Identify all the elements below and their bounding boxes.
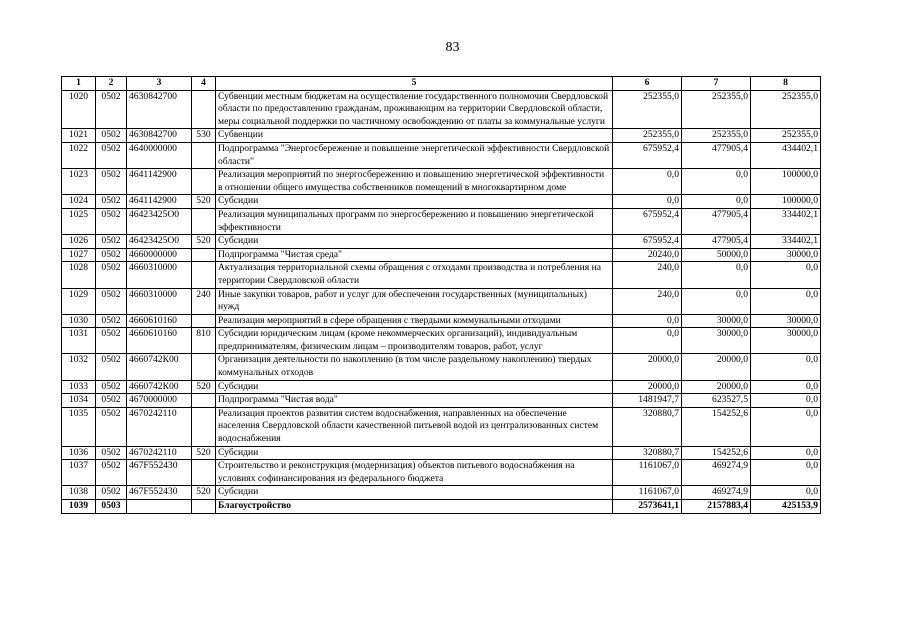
table-row	[62, 314, 821, 328]
item-name-cell: Строительство и реконструкция (модернизация) объектов питьевого водоснабжения на условиях софинансирования из федерального бюджета	[216, 460, 613, 486]
amount-year3-cell: 434402,1	[751, 142, 821, 168]
table-row	[62, 380, 821, 394]
row-number-cell: 1028	[62, 262, 96, 288]
target-code-cell: 4660310000	[127, 288, 192, 314]
item-name-cell: Подпрограмма "Энергосбережение и повышение энергетической эффективности Свердловской области"	[216, 142, 613, 168]
amount-year2-cell: 0,0	[682, 262, 751, 288]
section-code-cell: 0502	[96, 354, 127, 380]
amount-year2-cell: 20000,0	[682, 354, 751, 380]
table-row	[62, 394, 821, 408]
amount-year2-cell: 30000,0	[682, 328, 751, 354]
row-number-cell: 1029	[62, 288, 96, 314]
header-col-7: 7	[682, 77, 751, 91]
item-name-cell: Субсидии	[216, 380, 613, 394]
row-number-cell: 1020	[62, 90, 96, 129]
table-row	[62, 208, 821, 234]
amount-year3-cell: 252355,0	[751, 129, 821, 143]
expense-type-cell	[192, 169, 216, 195]
header-col-8: 8	[751, 77, 821, 91]
table-row	[62, 262, 821, 288]
amount-year2-cell: 154252,6	[682, 446, 751, 460]
expense-type-cell: 810	[192, 328, 216, 354]
amount-year2-cell: 469274,9	[682, 460, 751, 486]
expense-type-cell	[192, 208, 216, 234]
row-number-cell: 1038	[62, 486, 96, 500]
amount-year3-cell: 0,0	[751, 394, 821, 408]
target-code-cell: 4660742К00	[127, 354, 192, 380]
amount-year2-cell: 2157883,4	[682, 500, 751, 514]
amount-year1-cell: 675952,4	[613, 142, 682, 168]
amount-year3-cell: 425153,9	[751, 500, 821, 514]
item-name-cell: Субсидии	[216, 195, 613, 209]
row-number-cell: 1030	[62, 314, 96, 328]
table-row	[62, 169, 821, 195]
amount-year1-cell: 320880,7	[613, 407, 682, 446]
expense-type-cell: 520	[192, 235, 216, 249]
item-name-cell: Реализация мероприятий в сфере обращения с твердыми коммунальными отходами	[216, 314, 613, 328]
item-name-cell: Актуализация территориальной схемы обращения с отходами производства и потребления на территории Свердловской области	[216, 262, 613, 288]
header-col-1: 1	[62, 77, 96, 91]
amount-year1-cell: 0,0	[613, 195, 682, 209]
expense-type-cell	[192, 394, 216, 408]
amount-year2-cell: 469274,9	[682, 486, 751, 500]
section-code-cell: 0502	[96, 460, 127, 486]
table-row	[62, 195, 821, 209]
header-col-3: 3	[127, 77, 192, 91]
section-code-cell: 0502	[96, 394, 127, 408]
expense-type-cell	[192, 90, 216, 129]
amount-year2-cell: 20000,0	[682, 380, 751, 394]
target-code-cell: 4670242110	[127, 446, 192, 460]
amount-year1-cell: 20000,0	[613, 354, 682, 380]
table-row	[62, 500, 821, 514]
amount-year1-cell: 675952,4	[613, 208, 682, 234]
target-code-cell: 4670000000	[127, 394, 192, 408]
table-row	[62, 235, 821, 249]
amount-year2-cell: 252355,0	[682, 129, 751, 143]
item-name-cell: Иные закупки товаров, работ и услуг для обеспечения государственных (муниципальных) нужд	[216, 288, 613, 314]
row-number-cell: 1031	[62, 328, 96, 354]
amount-year3-cell: 100000,0	[751, 169, 821, 195]
item-name-cell: Подпрограмма "Чистая среда"	[216, 248, 613, 262]
table-row	[62, 460, 821, 486]
item-name-cell: Подпрограмма "Чистая вода"	[216, 394, 613, 408]
amount-year3-cell: 334402,1	[751, 208, 821, 234]
row-number-cell: 1023	[62, 169, 96, 195]
table-header-row	[62, 77, 821, 91]
section-code-cell: 0502	[96, 169, 127, 195]
amount-year3-cell: 30000,0	[751, 314, 821, 328]
table-row	[62, 288, 821, 314]
expense-type-cell	[192, 354, 216, 380]
amount-year3-cell: 0,0	[751, 380, 821, 394]
section-code-cell: 0503	[96, 500, 127, 514]
table-body	[62, 90, 821, 513]
expense-type-cell	[192, 407, 216, 446]
row-number-cell: 1037	[62, 460, 96, 486]
target-code-cell: 4660610160	[127, 314, 192, 328]
amount-year3-cell: 0,0	[751, 354, 821, 380]
amount-year1-cell: 1481947,7	[613, 394, 682, 408]
table-row	[62, 248, 821, 262]
row-number-cell: 1021	[62, 129, 96, 143]
target-code-cell: 467F552430	[127, 486, 192, 500]
target-code-cell: 46423425О0	[127, 235, 192, 249]
row-number-cell: 1025	[62, 208, 96, 234]
section-code-cell: 0502	[96, 129, 127, 143]
amount-year1-cell: 252355,0	[613, 129, 682, 143]
amount-year1-cell: 675952,4	[613, 235, 682, 249]
table-row	[62, 90, 821, 129]
amount-year3-cell: 0,0	[751, 407, 821, 446]
expense-type-cell: 240	[192, 288, 216, 314]
amount-year3-cell: 334402,1	[751, 235, 821, 249]
section-code-cell: 0502	[96, 328, 127, 354]
amount-year1-cell: 20240,0	[613, 248, 682, 262]
row-number-cell: 1033	[62, 380, 96, 394]
section-code-cell: 0502	[96, 142, 127, 168]
header-col-5: 5	[216, 77, 613, 91]
expense-type-cell	[192, 262, 216, 288]
target-code-cell: 4630842700	[127, 129, 192, 143]
section-code-cell: 0502	[96, 248, 127, 262]
amount-year2-cell: 154252,6	[682, 407, 751, 446]
target-code-cell: 4660742К00	[127, 380, 192, 394]
amount-year2-cell: 0,0	[682, 169, 751, 195]
amount-year2-cell: 50000,0	[682, 248, 751, 262]
amount-year1-cell: 240,0	[613, 262, 682, 288]
expense-type-cell	[192, 248, 216, 262]
item-name-cell: Субсидии юридическим лицам (кроме некоммерческих организаций), индивидуальным предпринимателям, физическим лицам – производителям товаров, работ, услуг	[216, 328, 613, 354]
section-code-cell: 0502	[96, 90, 127, 129]
amount-year2-cell: 0,0	[682, 195, 751, 209]
amount-year2-cell: 477905,4	[682, 142, 751, 168]
amount-year3-cell: 30000,0	[751, 248, 821, 262]
item-name-cell: Субвенции	[216, 129, 613, 143]
table-row	[62, 407, 821, 446]
header-col-4: 4	[192, 77, 216, 91]
item-name-cell: Реализация проектов развития систем водоснабжения, направленных на обеспечение населения Свердловской области качественной питьевой водой из централизованных систем водоснабжения	[216, 407, 613, 446]
item-name-cell: Реализация муниципальных программ по энергосбережению и повышению энергетической эффективности	[216, 208, 613, 234]
amount-year2-cell: 477905,4	[682, 208, 751, 234]
section-code-cell: 0502	[96, 407, 127, 446]
expense-type-cell: 520	[192, 446, 216, 460]
amount-year1-cell: 0,0	[613, 314, 682, 328]
section-code-cell: 0502	[96, 486, 127, 500]
target-code-cell: 4641142900	[127, 169, 192, 195]
section-code-cell: 0502	[96, 235, 127, 249]
item-name-cell: Субсидии	[216, 486, 613, 500]
row-number-cell: 1036	[62, 446, 96, 460]
expense-type-cell: 530	[192, 129, 216, 143]
expense-type-cell: 520	[192, 195, 216, 209]
row-number-cell: 1039	[62, 500, 96, 514]
row-number-cell: 1024	[62, 195, 96, 209]
section-code-cell: 0502	[96, 446, 127, 460]
amount-year3-cell: 0,0	[751, 486, 821, 500]
amount-year1-cell: 2573641,1	[613, 500, 682, 514]
row-number-cell: 1032	[62, 354, 96, 380]
amount-year1-cell: 240,0	[613, 288, 682, 314]
amount-year3-cell: 30000,0	[751, 328, 821, 354]
section-code-cell: 0502	[96, 208, 127, 234]
target-code-cell: 4660610160	[127, 328, 192, 354]
header-col-6: 6	[613, 77, 682, 91]
amount-year3-cell: 100000,0	[751, 195, 821, 209]
table-row	[62, 486, 821, 500]
table-row	[62, 446, 821, 460]
table-row	[62, 129, 821, 143]
expense-type-cell	[192, 314, 216, 328]
target-code-cell: 46423425О0	[127, 208, 192, 234]
row-number-cell: 1027	[62, 248, 96, 262]
section-code-cell: 0502	[96, 288, 127, 314]
expense-type-cell	[192, 500, 216, 514]
item-name-cell: Благоустройство	[216, 500, 613, 514]
amount-year3-cell: 0,0	[751, 288, 821, 314]
amount-year1-cell: 320880,7	[613, 446, 682, 460]
amount-year1-cell: 1161067,0	[613, 486, 682, 500]
row-number-cell: 1035	[62, 407, 96, 446]
amount-year2-cell: 0,0	[682, 288, 751, 314]
section-code-cell: 0502	[96, 195, 127, 209]
expense-type-cell: 520	[192, 380, 216, 394]
expense-type-cell	[192, 142, 216, 168]
amount-year3-cell: 0,0	[751, 460, 821, 486]
amount-year1-cell: 0,0	[613, 328, 682, 354]
item-name-cell: Субвенции местным бюджетам на осуществление государственного полномочия Свердловской области по предоставлению гражданам, проживающим на территории Свердловской области, меры социальной поддержки по частичному освобождению от платы за коммунальные услуги	[216, 90, 613, 129]
amount-year2-cell: 30000,0	[682, 314, 751, 328]
amount-year3-cell: 252355,0	[751, 90, 821, 129]
item-name-cell: Субсидии	[216, 446, 613, 460]
table-row	[62, 354, 821, 380]
item-name-cell: Организация деятельности по накоплению (в том числе раздельному накоплению) твердых коммунальных отходов	[216, 354, 613, 380]
row-number-cell: 1026	[62, 235, 96, 249]
target-code-cell	[127, 500, 192, 514]
amount-year1-cell: 20000,0	[613, 380, 682, 394]
header-col-2: 2	[96, 77, 127, 91]
section-code-cell: 0502	[96, 314, 127, 328]
page-number: 83	[445, 40, 460, 55]
amount-year2-cell: 623527,5	[682, 394, 751, 408]
row-number-cell: 1022	[62, 142, 96, 168]
table-row	[62, 328, 821, 354]
expense-type-cell: 520	[192, 486, 216, 500]
budget-table	[61, 76, 821, 514]
amount-year3-cell: 0,0	[751, 446, 821, 460]
item-name-cell: Субсидии	[216, 235, 613, 249]
amount-year1-cell: 1161067,0	[613, 460, 682, 486]
section-code-cell: 0502	[96, 380, 127, 394]
table-row	[62, 142, 821, 168]
amount-year1-cell: 252355,0	[613, 90, 682, 129]
section-code-cell: 0502	[96, 262, 127, 288]
row-number-cell: 1034	[62, 394, 96, 408]
amount-year2-cell: 477905,4	[682, 235, 751, 249]
amount-year3-cell: 0,0	[751, 262, 821, 288]
amount-year1-cell: 0,0	[613, 169, 682, 195]
target-code-cell: 4630842700	[127, 90, 192, 129]
target-code-cell: 4640000000	[127, 142, 192, 168]
target-code-cell: 467F552430	[127, 460, 192, 486]
target-code-cell: 4660310000	[127, 262, 192, 288]
target-code-cell: 4670242110	[127, 407, 192, 446]
target-code-cell: 4660000000	[127, 248, 192, 262]
expense-type-cell	[192, 460, 216, 486]
item-name-cell: Реализация мероприятий по энергосбережению и повышению энергетической эффективности в отношении общего имущества собственников помещений в многоквартирном доме	[216, 169, 613, 195]
amount-year2-cell: 252355,0	[682, 90, 751, 129]
target-code-cell: 4641142900	[127, 195, 192, 209]
